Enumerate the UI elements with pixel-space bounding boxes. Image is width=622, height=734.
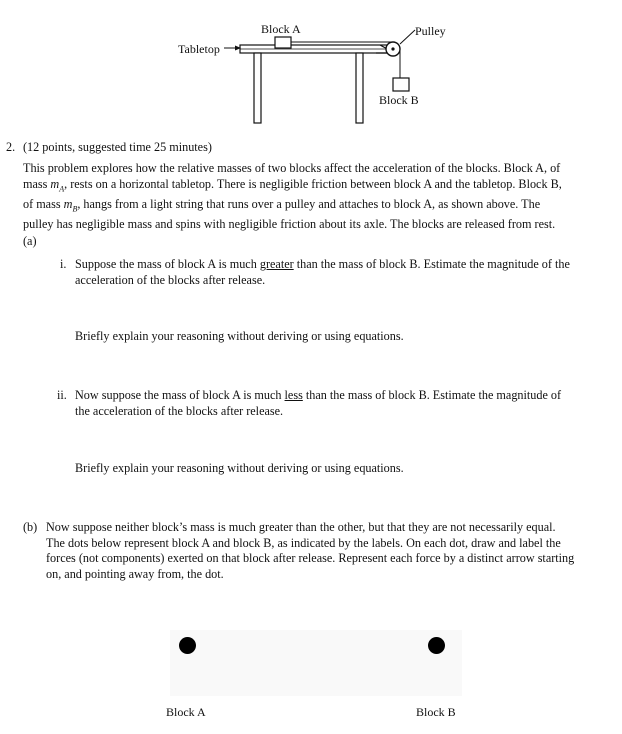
part-a-i-numeral: i. bbox=[60, 257, 67, 271]
intro-line-3: of mass $m_B$, hangs from a light string that runs over a pulley and attaches to block A, as shown above. The bbox=[23, 196, 541, 214]
label-block-b: Block B bbox=[379, 93, 419, 107]
part-a-ii-explain: Briefly explain your reasoning without deriving or using equations. bbox=[75, 461, 404, 475]
label-tabletop: Tabletop bbox=[178, 42, 220, 56]
dot-label-block-b: Block B bbox=[416, 705, 456, 719]
block-b-dot[interactable] bbox=[428, 637, 445, 654]
intro-line-1: This problem explores how the relative masses of two blocks affect the acceleration of the blocks. Block A, of bbox=[23, 161, 561, 175]
intro-line-4: pulley has negligible mass and spins with negligible friction about its axle. The blocks are released from rest. bbox=[23, 216, 556, 231]
part-b-text: Now suppose neither block’s mass is much greater than the other, but that they are not necessarily equal. The dots below represent block A and block B, as indicated by the labels. On each dot, draw and label the forces (not components) exerted on that block after release. Represent each force by a distinct arrow starting on, and pointing away from, the dot. bbox=[46, 520, 575, 581]
intro-line-2: mass $m_A$, rests on a horizontal tabletop. There is negligible friction between block A and the tabletop. Block B, bbox=[23, 176, 562, 194]
part-a-label: (a) bbox=[23, 234, 37, 248]
question-number: 2. bbox=[6, 140, 16, 154]
part-a-i-text: Suppose the mass of block A is much greater than the mass of block B. Estimate the magnitude of the acceleration of the blocks after release. bbox=[75, 257, 570, 287]
question-header: (12 points, suggested time 25 minutes) bbox=[23, 140, 212, 154]
table-leg-right bbox=[356, 53, 363, 123]
label-pulley: Pulley bbox=[415, 24, 446, 38]
part-a-ii-text: Now suppose the mass of block A is much less than the mass of block B. Estimate the magnitude of the acceleration of the blocks after release. bbox=[75, 388, 562, 418]
block-a-dot[interactable] bbox=[179, 637, 196, 654]
pulley-pointer bbox=[400, 30, 415, 44]
part-a-i-explain: Briefly explain your reasoning without deriving or using equations. bbox=[75, 329, 404, 343]
table-leg-left bbox=[254, 53, 261, 123]
dot-label-block-a: Block A bbox=[166, 705, 206, 719]
table-pulley-diagram bbox=[0, 0, 622, 130]
part-b-label: (b) bbox=[23, 520, 38, 534]
part-a-ii-numeral: ii. bbox=[57, 388, 67, 402]
intro-paragraph bbox=[23, 161, 615, 232]
drawing-area[interactable] bbox=[170, 630, 462, 696]
block-b-shape bbox=[393, 78, 409, 91]
label-block-a: Block A bbox=[261, 22, 301, 36]
block-a-shape bbox=[275, 37, 291, 48]
